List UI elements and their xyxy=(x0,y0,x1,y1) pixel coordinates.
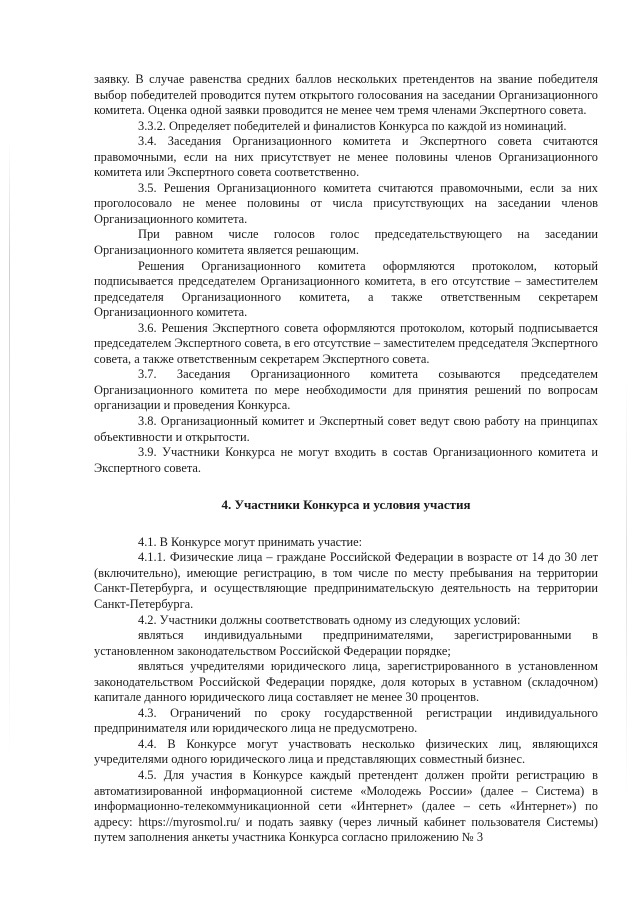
section-4-heading: 4. Участники Конкурса и условия участия xyxy=(221,497,471,513)
scan-artifact-left xyxy=(9,140,10,760)
paragraph-4-1-1: 4.1.1. Физические лица – граждане Российской Федерации в возрасте от 14 до 30 лет (включительно), имеющие регистрацию, в том числе по месту пребывания на территории Санкт-Петербурга, и осуществляющие предпринимательскую деятельность на территории Санкт-Петербурга. xyxy=(94,550,598,611)
paragraph-4-2-condition-1: являться индивидуальными предпринимателями, зарегистрированными в установленном законодательством Российской Федерации порядке; xyxy=(94,628,598,658)
paragraph-continuation: заявку. В случае равенства средних баллов нескольких претендентов на звание победителя выбор победителей проводится путем открытого голосования на заседании Организационного комитета. Оценка одной заявки проводится не менее чем тремя членами Экспертного совета. xyxy=(94,72,598,118)
paragraph-equal-votes: При равном числе голосов голос председательствующего на заседании Организационного комитета является решающим. xyxy=(94,227,598,258)
paragraph-3-7: 3.7. Заседания Организационного комитета созываются председателем Организационного комитета по мере необходимости для принятия решений по вопросам организации и проведения Конкурса. xyxy=(94,367,598,413)
paragraph-3-4: 3.4. Заседания Организационного комитета и Экспертного совета считаются правомочными, если на них присутствует не менее половины членов Организационного комитета или Экспертного совета соответственно. xyxy=(94,134,598,180)
paragraph-3-6: 3.6. Решения Экспертного совета оформляются протоколом, который подписывается председателем Экспертного совета, в его отсутствие – заместителем председателя Экспертного совета, а также ответственным секретарем Экспертного совета. xyxy=(94,320,598,366)
paragraph-3-9: 3.9. Участники Конкурса не могут входить в состав Организационного комитета и Экспертного совета. xyxy=(94,445,598,475)
paragraph-4-2: 4.2. Участники должны соответствовать одному из следующих условий: xyxy=(138,612,521,627)
paragraph-4-5: 4.5. Для участия в Конкурсе каждый претендент должен пройти регистрацию в автоматизированной информационной системе «Молодежь России» (далее – Система) в информационно-телекоммуникационной сети «Интернет» (далее – сеть «Интернет») по адресу: https://myrosmol.ru/ и подать заявку (через личный кабинет пользователя Системы) путем заполнения анкеты участника Конкурса согласно приложению № 3 xyxy=(94,767,598,845)
scan-artifact-right xyxy=(626,380,627,800)
paragraph-3-8: 3.8. Организационный комитет и Экспертный совет ведут свою работу на принципах объективности и открытости. xyxy=(94,414,598,444)
paragraph-org-committee-decisions: Решения Организационного комитета оформляются протоколом, который подписывается председателем Организационного комитета, в его отсутствие – заместителем председателя Организационного комитета, а также ответственным секретарем Организационного комитета. xyxy=(94,258,598,320)
paragraph-4-2-condition-2: являться учредителями юридического лица, зарегистрированного в установленном законодательством Российской Федерации порядке, доля которых в уставном (складочном) капитале данного юридического лица составляет не менее 30 процентов. xyxy=(94,659,598,705)
paragraph-3-3-2: 3.3.2. Определяет победителей и финалистов Конкурса по каждой из номинаций. xyxy=(138,118,567,133)
paragraph-4-4: 4.4. В Конкурсе могут участвовать несколько физических лиц, являющихся учредителями одного юридического лица и представляющих совместный бизнес. xyxy=(94,736,598,767)
paragraph-4-3: 4.3. Ограничений по сроку государственной регистрации индивидуального предпринимателя или юридического лица не предусмотрено. xyxy=(94,705,598,736)
document-body xyxy=(94,72,598,846)
paragraph-4-1: 4.1. В Конкурсе могут принимать участие: xyxy=(138,534,363,549)
paragraph-3-5: 3.5. Решения Организационного комитета считаются правомочными, если за них проголосовало не менее половины от числа присутствующих на заседании членов Организационного комитета. xyxy=(94,180,598,226)
